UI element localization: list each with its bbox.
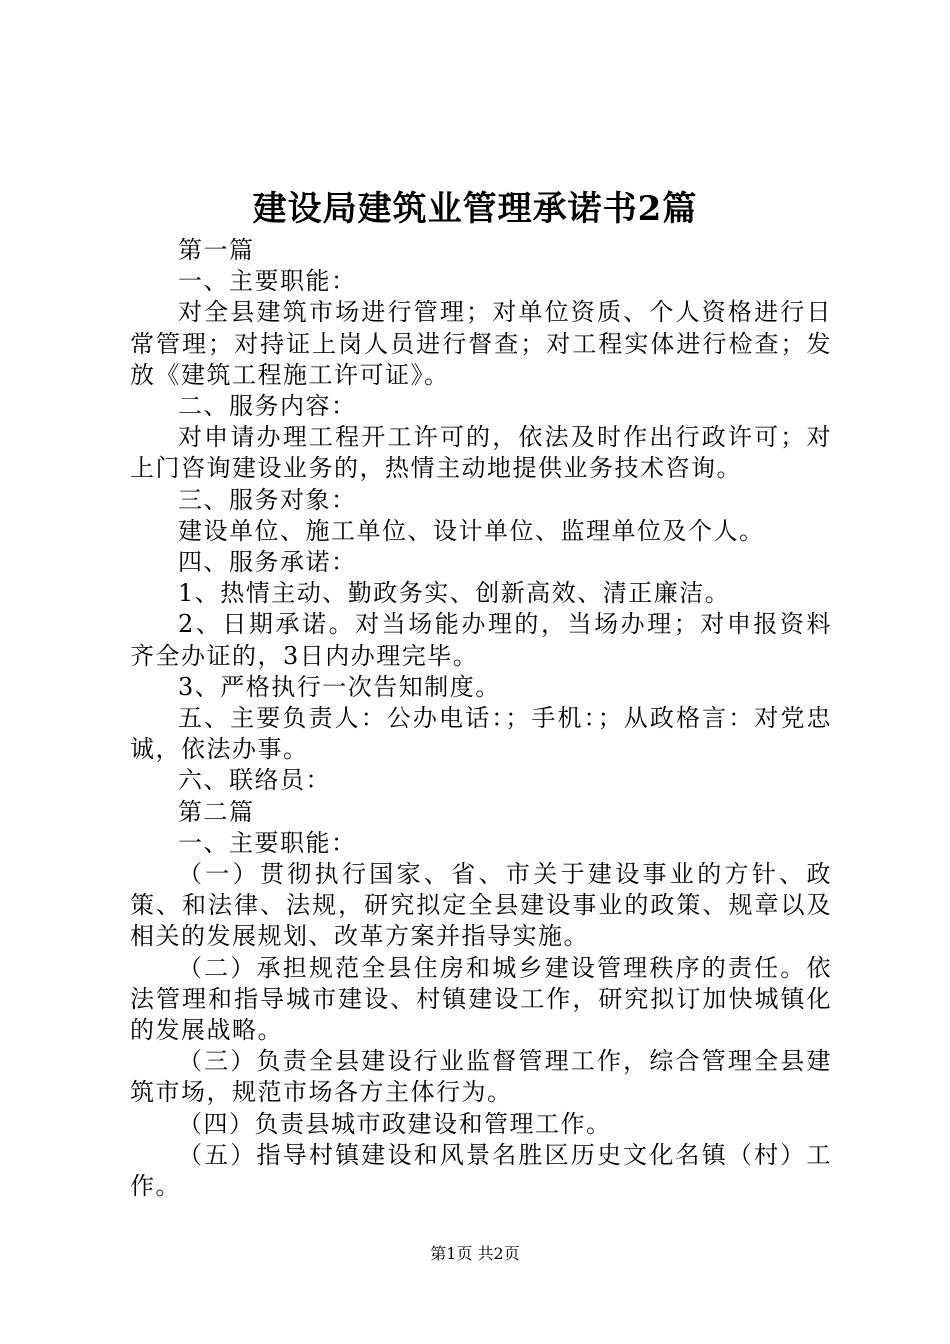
- paragraph: （三）负责全县建设行业监督管理工作，综合管理全县建筑市场，规范市场各方主体行为。: [130, 1047, 832, 1107]
- paragraph: 四、服务承诺：: [178, 548, 357, 577]
- document-title: 建设局建筑业管理承诺书2篇: [252, 189, 698, 229]
- paragraph: 3、严格执行一次告知制度。: [178, 672, 501, 701]
- paragraph: 对申请办理工程开工许可的，依法及时作出行政许可；对上门咨询建设业务的，热情主动地提供业务技术咨询。: [130, 423, 832, 483]
- paragraph: 建设单位、施工单位、设计单位、监理单位及个人。: [178, 516, 765, 545]
- paragraph: 二、服务内容：: [178, 392, 357, 421]
- paragraph: 六、联络员：: [178, 766, 331, 795]
- paragraph: 一、主要职能：: [178, 828, 357, 857]
- paragraph: 2、日期承诺。对当场能办理的，当场办理；对申报资料齐全办证的，3日内办理完毕。: [130, 610, 832, 670]
- paragraph: 五、主要负责人：公办电话：；手机：；从政格言：对党忠诚，依法办事。: [130, 704, 832, 764]
- paragraph: 对全县建筑市场进行管理；对单位资质、个人资格进行日常管理；对持证上岗人员进行督查；对工程实体进行检查；发放《建筑工程施工许可证》。: [130, 298, 832, 389]
- paragraph: （二）承担规范全县住房和城乡建设管理秩序的责任。依法管理和指导城市建设、村镇建设工作，研究拟订加快城镇化的发展战略。: [130, 953, 832, 1045]
- paragraph: 1、热情主动、勤政务实、创新高效、清正廉洁。: [178, 579, 731, 608]
- document-body: [130, 235, 832, 1202]
- paragraph: 三、服务对象：: [178, 485, 357, 514]
- paragraph: （四）负责县城市政建设和管理工作。: [178, 1109, 612, 1138]
- section-heading: 第一篇: [178, 236, 255, 264]
- paragraph: （五）指导村镇建设和风景名胜区历史文化名镇（村）工作。: [130, 1140, 832, 1201]
- paragraph: 一、主要职能：: [178, 267, 357, 296]
- paragraph: （一）贯彻执行国家、省、市关于建设事业的方针、政策、和法律、法规，研究拟定全县建设事业的政策、规章以及相关的发展规划、改革方案并指导实施。: [130, 860, 832, 951]
- page-footer: 第1页 共2页: [430, 1244, 520, 1263]
- section-heading: 第二篇: [178, 797, 255, 826]
